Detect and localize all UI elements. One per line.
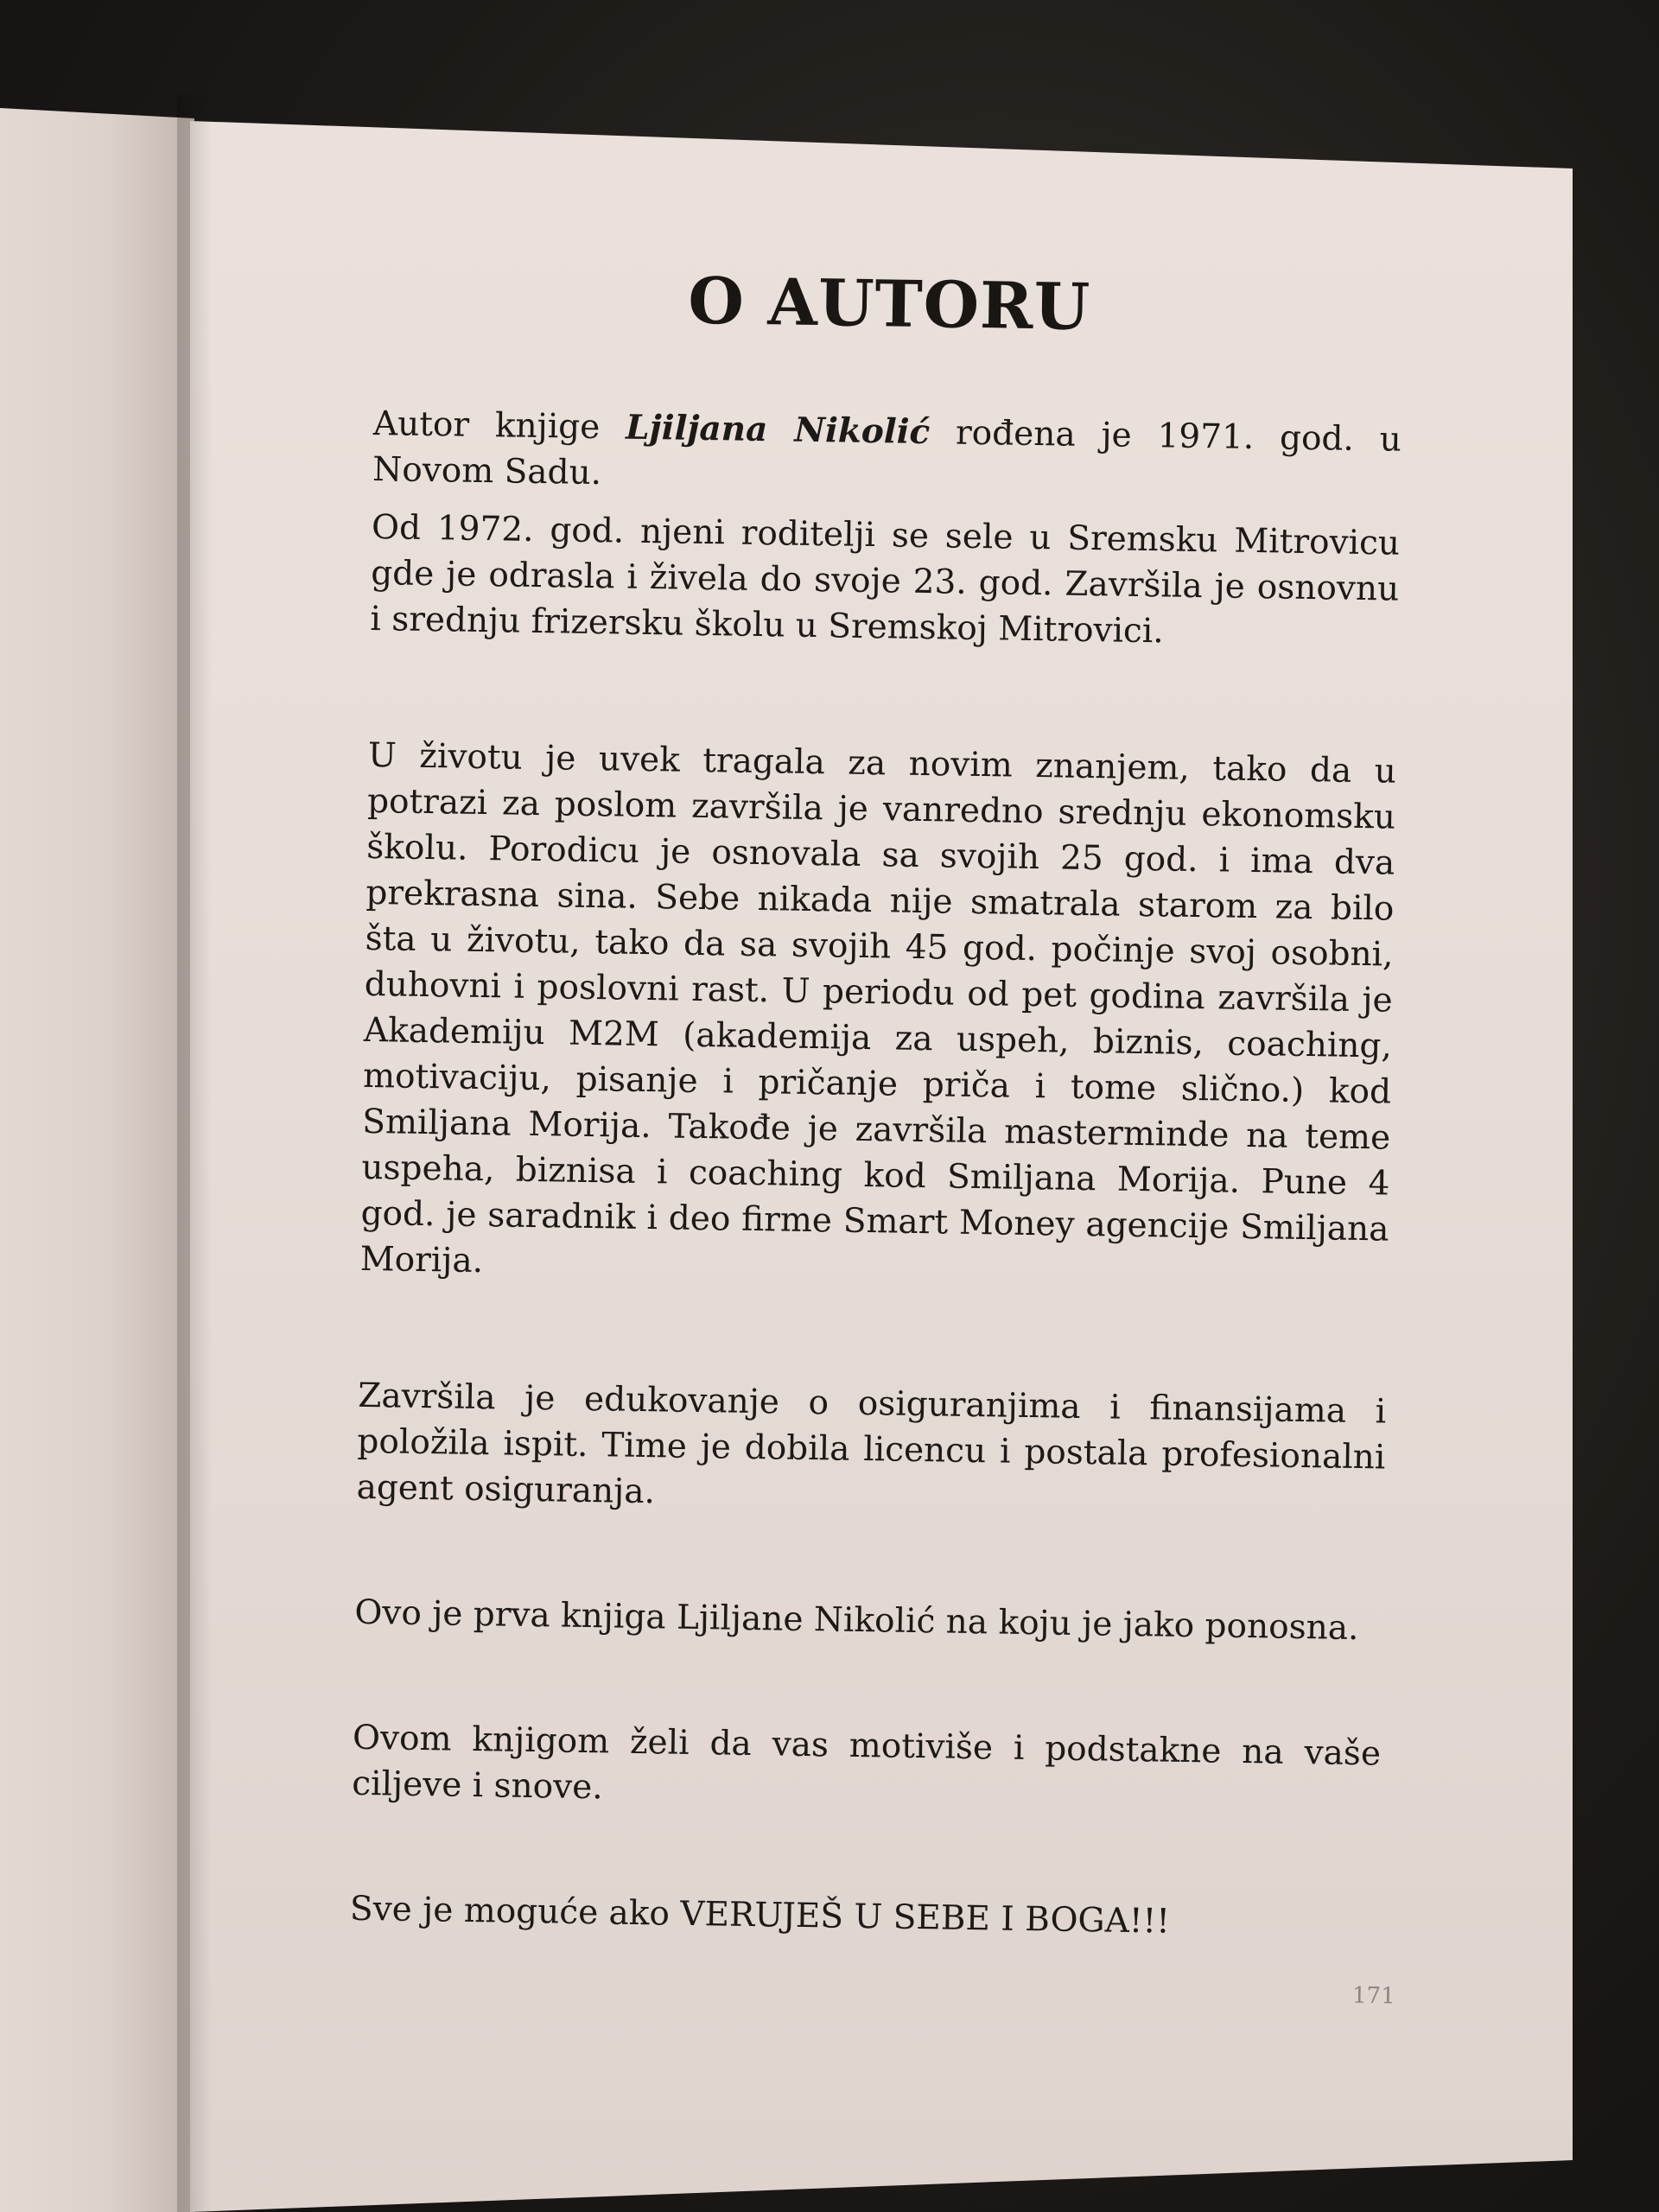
paragraph-birth-rest: rođena je 1971. god. u Novom Sadu. [372, 413, 1402, 493]
paragraph-closing: Sve je moguće ako VERUJEŠ U SEBE I BOGA!!! [349, 1889, 1171, 1942]
page-content [350, 259, 1404, 1948]
page-title: O AUTORU [687, 264, 1091, 345]
paragraph-motivation: Ovom knjigom želi da vas motiviše i podstakne na vaše ciljeve i snove. [351, 1718, 1382, 1808]
paragraph-insurance: Završila je edukovanje o osiguranjima i finansijama i položila ispit. Time je dobila licencu i postala profesionalni agent osiguranja. [356, 1376, 1387, 1512]
paragraph-career: U životu je uvek tragala za novim znanjem, tako da u potrazi za poslom završila je vanredno srednju ekonomsku školu. Porodicu je osnovala sa svojih 25 god. i ima dva prekrasna sina. Sebe nikada nije smatrala starom za bilo šta u životu, tako da sa svojih 45 god. počinje svoj osobni, duhovni i poslovni rast. U periodu od pet godina završila je Akademiju M2M (akademija za uspeh, biznis, coaching, motivaciju, pisanje i pričanje priča i tome slično.) kod Smiljana Morija. Takođe je završila masterminde na teme uspeha, biznisa i coaching kod Smiljana Morija. Pune 4 god. je saradnik i deo firme Smart Money agencije Smiljana Morija. [359, 735, 1397, 1281]
page-gutter-shadow [177, 95, 212, 2212]
author-name: Ljiljana Nikolić [625, 407, 931, 453]
paragraph-birth [372, 401, 1402, 509]
paragraph-first-book: Ovo je prva knjiga Ljiljane Nikolić na koju je jako ponosna. [354, 1592, 1359, 1649]
paragraph-birth-lead: Autor knjige [372, 404, 626, 448]
page-number: 171 [1351, 1982, 1395, 2010]
previous-page-edge [0, 108, 194, 2212]
paragraph-childhood: Od 1972. god. njeni roditelji se sele u Sremsku Mitrovicu gde je odrasla i živela do svoje 23. god. Završila je osnovnu i srednju frizersku školu u Sremskoj Mitrovici. [370, 507, 1401, 652]
